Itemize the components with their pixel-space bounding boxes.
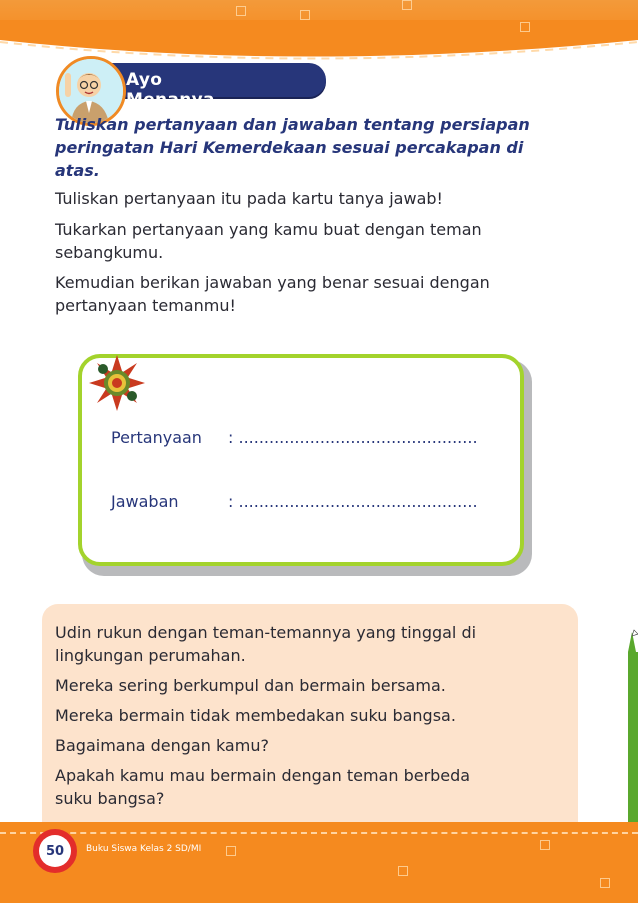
decor-square [540, 840, 550, 850]
decor-square [236, 6, 246, 16]
instruction-line: peringatan Hari Kemerdekaan sesuai percakapan di [55, 138, 524, 157]
answer-row [111, 492, 478, 511]
question-separator: : [228, 428, 234, 447]
instruction-line: atas. [55, 161, 100, 180]
instruction-line: sebangkumu. [55, 243, 164, 262]
reading-line: Mereka sering berkumpul dan bermain bersama. [55, 676, 446, 695]
side-decor-icon [626, 628, 638, 654]
reading-line: lingkungan perumahan. [55, 646, 246, 665]
question-blank[interactable]: ............................................... [238, 428, 478, 447]
decor-square [520, 22, 530, 32]
instruction-line: Tuliskan pertanyaan itu pada kartu tanya jawab! [55, 189, 443, 208]
instruction-line: pertanyaan temanmu! [55, 296, 236, 315]
instruction-line: Tukarkan pertanyaan yang kamu buat dengan teman [55, 220, 482, 239]
question-row [111, 428, 478, 447]
book-title: Buku Siswa Kelas 2 SD/MI [86, 844, 202, 854]
decor-square [398, 866, 408, 876]
answer-separator: : [228, 492, 234, 511]
decor-square [600, 878, 610, 888]
page-number-badge [33, 829, 77, 873]
answer-label: Jawaban [111, 492, 179, 511]
decor-square [402, 0, 412, 10]
answer-blank[interactable]: ............................................... [238, 492, 478, 511]
top-banner-curve [0, 20, 638, 60]
instruction-line: Tuliskan pertanyaan dan jawaban tentang persiapan [55, 115, 530, 134]
footer-dashed-line [0, 832, 638, 838]
page-number: 50 [39, 835, 71, 867]
reading-line: suku bangsa? [55, 789, 165, 808]
reading-line: Bagaimana dengan kamu? [55, 736, 269, 755]
side-decor-strip [628, 652, 638, 822]
section-header-title: Ayo Menanya [126, 70, 215, 110]
sun-flower-icon [86, 352, 148, 414]
instruction-line: Kemudian berikan jawaban yang benar sesuai dengan [55, 273, 490, 292]
question-label: Pertanyaan [111, 428, 202, 447]
decor-square [226, 846, 236, 856]
reading-line: Mereka bermain tidak membedakan suku bangsa. [55, 706, 456, 725]
decor-square [300, 10, 310, 20]
reading-line: Udin rukun dengan teman-temannya yang tinggal di [55, 623, 477, 642]
reading-line: Apakah kamu mau bermain dengan teman berbeda [55, 766, 471, 785]
